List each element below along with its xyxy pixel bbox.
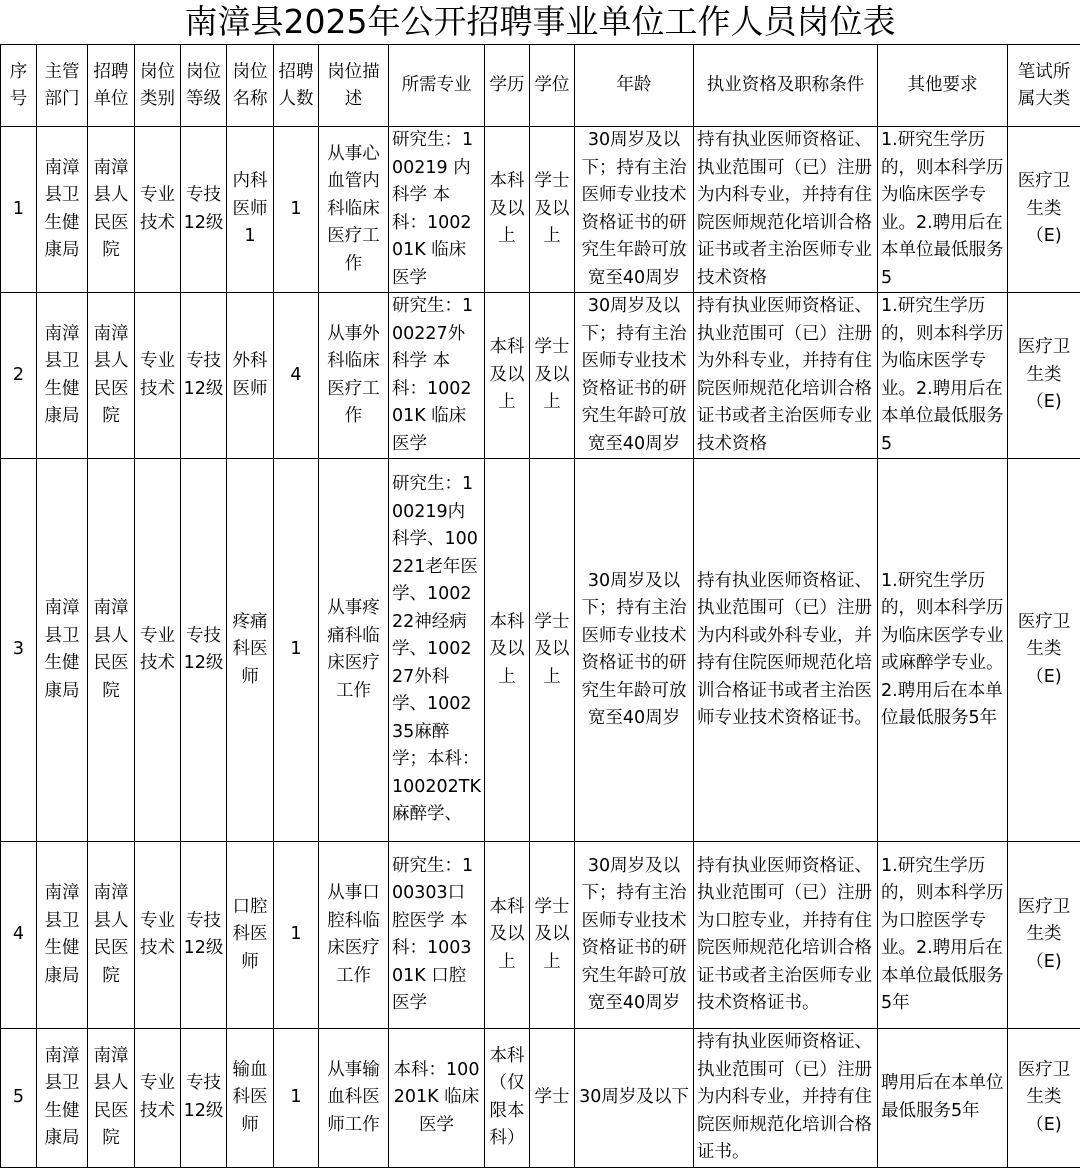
cell-edu: 本科及以上 <box>485 459 530 842</box>
cell-other: 1.研究生学历的，则本科学历为口腔医学专业。2.聘用后在本单位最低服务5年 <box>878 842 1008 1029</box>
cell-name: 内科医师1 <box>227 127 274 293</box>
cell-name: 口腔科医师 <box>227 842 274 1029</box>
cell-category: 专业技术 <box>135 1029 181 1168</box>
cell-other: 1.研究生学历的，则本科学历为临床医学专业或麻醉学专业。2.聘用后在本单位最低服务5年 <box>878 459 1008 842</box>
cell-major: 研究生：100227外科学 本科：100201K 临床医学 <box>389 293 485 459</box>
cell-dept: 南漳县卫生健康局 <box>37 1029 88 1168</box>
cell-major: 研究生：100303口腔医学 本科：100301K 口腔医学 <box>389 842 485 1029</box>
table-row <box>1 293 1080 459</box>
cell-major: 本科：100201K 临床医学 <box>389 1029 485 1168</box>
cell-exam: 医疗卫生类（E) <box>1008 842 1080 1029</box>
header-row <box>1 45 1080 127</box>
cell-edu: 本科及以上 <box>485 842 530 1029</box>
cell-qual: 持有执业医师资格证、执业范围可（已）注册为内科专业，并持有住院医师规范化培训合格证书或者主治医师专业技术资格 <box>694 127 878 293</box>
cell-degree: 学士及以上 <box>530 459 575 842</box>
cell-level: 专技12级 <box>181 1029 227 1168</box>
cell-major: 研究生：100219内科学、100221老年医学、100222神经病学、100227外科学、100235麻醉学；本科：100202TK麻醉学、 <box>389 459 485 842</box>
cell-degree: 学士及以上 <box>530 127 575 293</box>
table-row <box>1 1029 1080 1168</box>
cell-count: 4 <box>274 293 319 459</box>
cell-name: 外科医师 <box>227 293 274 459</box>
cell-unit: 南漳县人民医院 <box>88 842 135 1029</box>
cell-category: 专业技术 <box>135 293 181 459</box>
cell-other: 1.研究生学历的，则本科学历为临床医学专业。2.聘用后在本单位最低服务5 <box>878 293 1008 459</box>
cell-age: 30周岁及以下；持有主治医师专业技术资格证书的研究生年龄可放宽至40周岁 <box>575 293 694 459</box>
cell-dept: 南漳县卫生健康局 <box>37 127 88 293</box>
header-name: 岗位名称 <box>227 45 274 127</box>
cell-seq: 5 <box>1 1029 37 1168</box>
cell-seq: 4 <box>1 842 37 1029</box>
cell-desc: 从事口腔科临床医疗工作 <box>319 842 389 1029</box>
cell-qual: 持有执业医师资格证、执业范围可（已）注册为内科或外科专业，并持有住院医师规范化培训合格证书或者主治医师专业技术资格证书。 <box>694 459 878 842</box>
cell-edu: 本科及以上 <box>485 293 530 459</box>
cell-level: 专技12级 <box>181 842 227 1029</box>
header-unit: 招聘单位 <box>88 45 135 127</box>
header-degree: 学位 <box>530 45 575 127</box>
cell-age: 30周岁及以下 <box>575 1029 694 1168</box>
cell-unit: 南漳县人民医院 <box>88 1029 135 1168</box>
header-count: 招聘人数 <box>274 45 319 127</box>
cell-age: 30周岁及以下；持有主治医师专业技术资格证书的研究生年龄可放宽至40周岁 <box>575 459 694 842</box>
header-qual: 执业资格及职称条件 <box>694 45 878 127</box>
table-row <box>1 459 1080 842</box>
cell-exam: 医疗卫生类（E) <box>1008 293 1080 459</box>
cell-edu: 本科及以上 <box>485 127 530 293</box>
cell-desc: 从事心血管内科临床医疗工作 <box>319 127 389 293</box>
cell-category: 专业技术 <box>135 842 181 1029</box>
cell-qual: 持有执业医师资格证、执业范围可（已）注册为外科专业，并持有住院医师规范化培训合格证书或者主治医师专业技术资格 <box>694 293 878 459</box>
job-table <box>0 44 1080 1168</box>
cell-seq: 3 <box>1 459 37 842</box>
cell-desc: 从事疼痛科临床医疗工作 <box>319 459 389 842</box>
cell-dept: 南漳县卫生健康局 <box>37 842 88 1029</box>
header-age: 年龄 <box>575 45 694 127</box>
header-dept: 主管部门 <box>37 45 88 127</box>
cell-level: 专技12级 <box>181 459 227 842</box>
header-major: 所需专业 <box>389 45 485 127</box>
cell-seq: 1 <box>1 127 37 293</box>
cell-exam: 医疗卫生类（E) <box>1008 459 1080 842</box>
cell-exam: 医疗卫生类（E) <box>1008 127 1080 293</box>
cell-desc: 从事输血科医师工作 <box>319 1029 389 1168</box>
cell-qual: 持有执业医师资格证、执业范围可（已）注册为口腔专业，并持有住院医师规范化培训合格证书或者主治医师专业技术资格证书。 <box>694 842 878 1029</box>
cell-level: 专技12级 <box>181 127 227 293</box>
cell-unit: 南漳县人民医院 <box>88 293 135 459</box>
table-row <box>1 842 1080 1029</box>
header-level: 岗位等级 <box>181 45 227 127</box>
cell-age: 30周岁及以下；持有主治医师专业技术资格证书的研究生年龄可放宽至40周岁 <box>575 127 694 293</box>
cell-qual: 持有执业医师资格证、执业范围可（已）注册为内科专业，并持有住院医师规范化培训合格证书。 <box>694 1029 878 1168</box>
cell-exam: 医疗卫生类（E) <box>1008 1029 1080 1168</box>
header-other: 其他要求 <box>878 45 1008 127</box>
cell-other: 1.研究生学历的，则本科学历为临床医学专业。2.聘用后在本单位最低服务5 <box>878 127 1008 293</box>
cell-other: 聘用后在本单位最低服务5年 <box>878 1029 1008 1168</box>
header-category: 岗位类别 <box>135 45 181 127</box>
cell-major: 研究生：100219 内科学 本科：100201K 临床医学 <box>389 127 485 293</box>
table-row <box>1 127 1080 293</box>
cell-category: 专业技术 <box>135 459 181 842</box>
cell-dept: 南漳县卫生健康局 <box>37 459 88 842</box>
cell-count: 1 <box>274 1029 319 1168</box>
cell-unit: 南漳县人民医院 <box>88 459 135 842</box>
cell-edu: 本科（仅限本科） <box>485 1029 530 1168</box>
cell-age: 30周岁及以下；持有主治医师专业技术资格证书的研究生年龄可放宽至40周岁 <box>575 842 694 1029</box>
cell-name: 输血科医师 <box>227 1029 274 1168</box>
cell-count: 1 <box>274 127 319 293</box>
cell-degree: 学士及以上 <box>530 842 575 1029</box>
cell-level: 专技12级 <box>181 293 227 459</box>
cell-degree: 学士及以上 <box>530 293 575 459</box>
cell-category: 专业技术 <box>135 127 181 293</box>
header-seq: 序号 <box>1 45 37 127</box>
cell-desc: 从事外科临床医疗工作 <box>319 293 389 459</box>
cell-count: 1 <box>274 459 319 842</box>
cell-dept: 南漳县卫生健康局 <box>37 293 88 459</box>
cell-count: 1 <box>274 842 319 1029</box>
header-desc: 岗位描述 <box>319 45 389 127</box>
cell-unit: 南漳县人民医院 <box>88 127 135 293</box>
cell-name: 疼痛科医师 <box>227 459 274 842</box>
cell-seq: 2 <box>1 293 37 459</box>
page-title: 南漳县2025年公开招聘事业单位工作人员岗位表 <box>0 0 1080 44</box>
header-exam: 笔试所属大类 <box>1008 45 1080 127</box>
header-edu: 学历 <box>485 45 530 127</box>
cell-degree: 学士 <box>530 1029 575 1168</box>
